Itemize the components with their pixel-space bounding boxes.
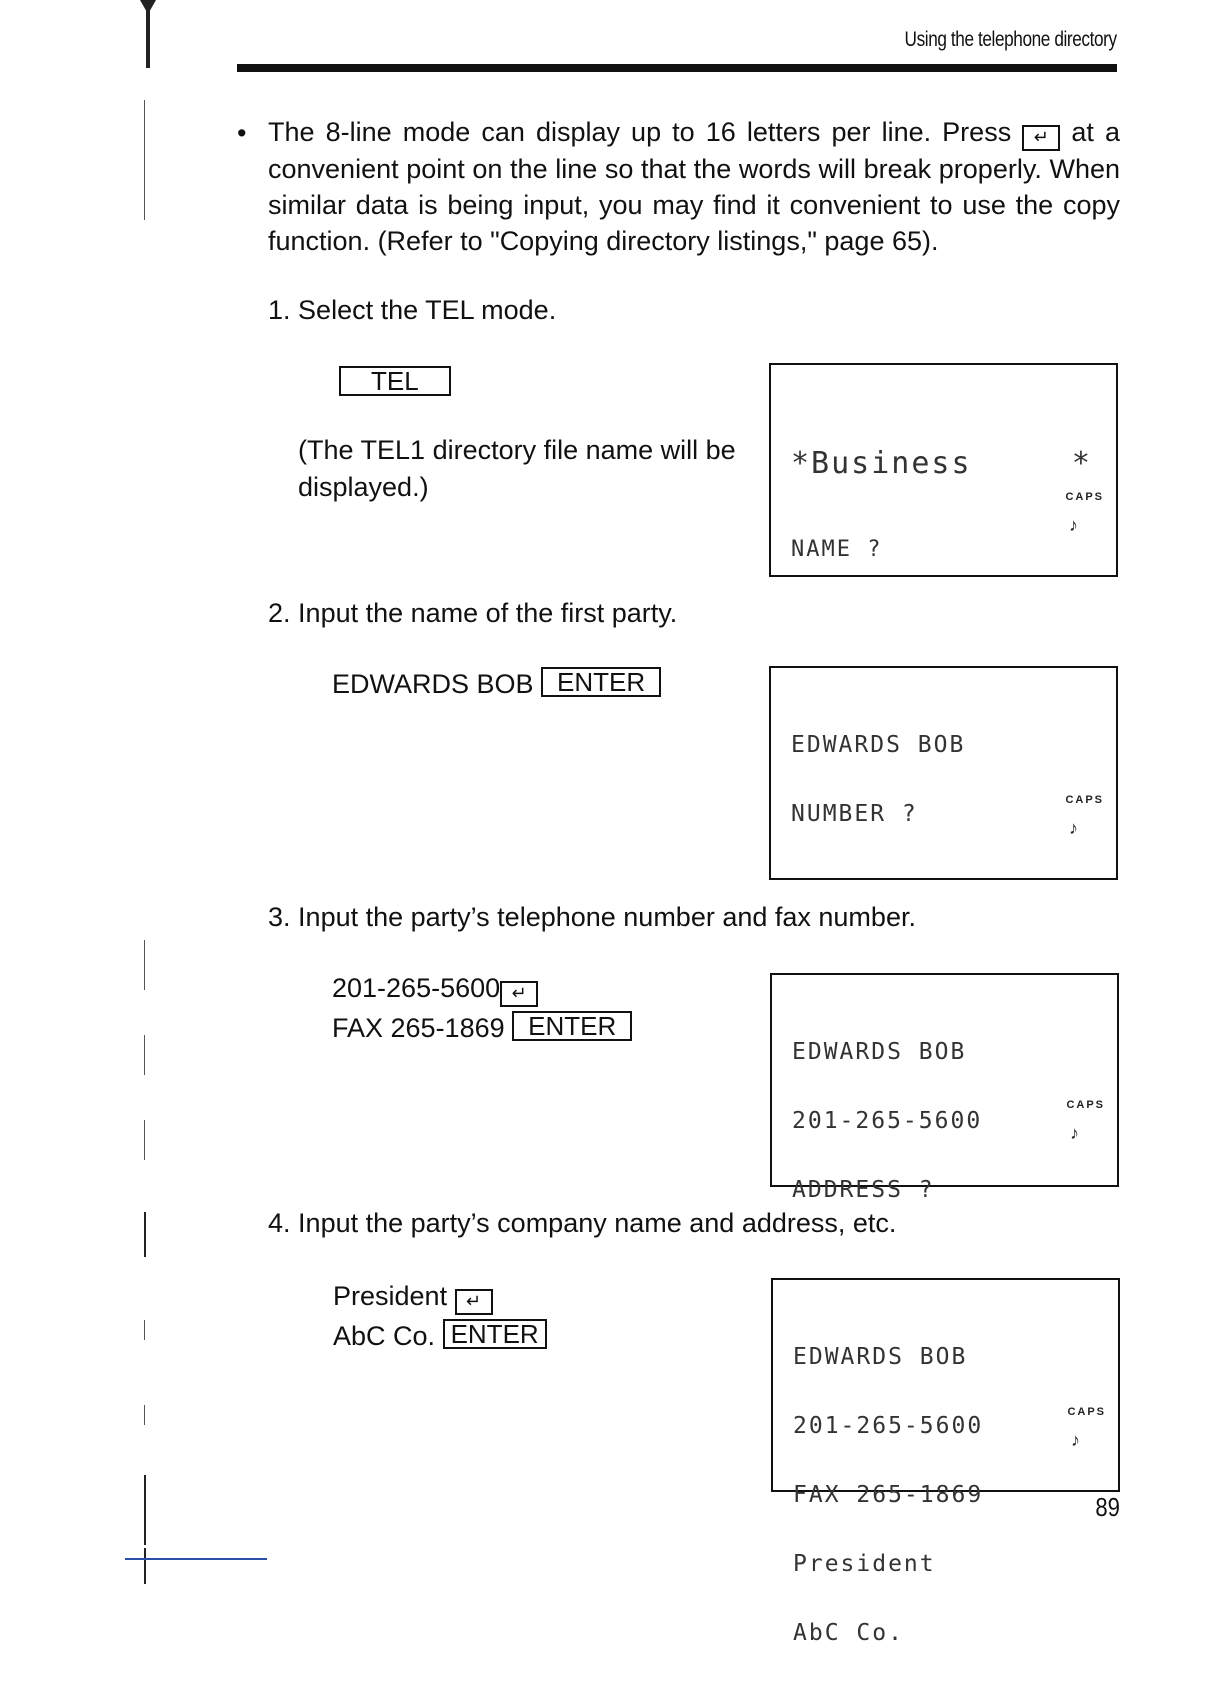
step-title: Select the TEL mode. bbox=[298, 295, 557, 325]
enter-key: ENTER bbox=[512, 1011, 632, 1041]
step-3-input bbox=[332, 968, 632, 1048]
margin-line bbox=[144, 100, 145, 220]
music-note-icon: ♪ bbox=[1069, 515, 1078, 535]
step-4-heading bbox=[268, 1208, 896, 1239]
step-1-heading bbox=[268, 295, 556, 326]
bottom-rule bbox=[125, 1558, 267, 1560]
music-note-icon: ♪ bbox=[1071, 1430, 1080, 1450]
music-note-icon: ♪ bbox=[1070, 1123, 1079, 1143]
step-2-input bbox=[332, 664, 661, 704]
step-2-heading bbox=[268, 598, 677, 629]
lcd-screen-2 bbox=[791, 688, 965, 872]
enter-key: ENTER bbox=[541, 667, 661, 697]
bottom-tick-mark bbox=[144, 1548, 146, 1584]
step-number: 1. bbox=[268, 295, 291, 325]
step-number: 3. bbox=[268, 902, 291, 932]
caps-indicator: CAPS bbox=[1065, 794, 1104, 806]
lcd-line: ADDRESS ? bbox=[792, 1177, 935, 1203]
caps-indicator: CAPS bbox=[1067, 1406, 1106, 1418]
caps-indicator: CAPS bbox=[1065, 491, 1104, 503]
step-number: 2. bbox=[268, 598, 291, 628]
step-3-heading bbox=[268, 902, 916, 933]
bullet: • bbox=[237, 118, 247, 148]
intro-text-after: at a convenient point on the line so that the words will break properly. When similar data is being input, you may find it convenient to use the copy function. (Refer to "Copying directory listings," page 65). bbox=[268, 117, 1120, 256]
lcd-display-3 bbox=[770, 973, 1119, 1203]
lcd-line: EDWARDS BOB bbox=[792, 1039, 967, 1065]
input-line-2 bbox=[332, 1008, 632, 1048]
caps-indicator: CAPS bbox=[1066, 1099, 1105, 1111]
margin-line bbox=[144, 1212, 146, 1257]
input-text: EDWARDS BOB bbox=[332, 669, 534, 699]
intro-paragraph bbox=[268, 114, 1120, 259]
lcd-screen-4 bbox=[793, 1300, 983, 1691]
margin-line bbox=[144, 1475, 146, 1545]
tel-key: TEL bbox=[339, 366, 451, 396]
lcd-line: President bbox=[793, 1551, 936, 1577]
header-rule bbox=[237, 64, 1117, 72]
lcd-line: NUMBER ? bbox=[791, 801, 918, 827]
step-4-input bbox=[333, 1276, 547, 1356]
input-text: FAX 265-1869 bbox=[332, 1013, 505, 1043]
step-title: Input the name of the first party. bbox=[298, 598, 678, 628]
enter-key-icon: ↵ bbox=[500, 981, 538, 1007]
enter-key-icon: ↵ bbox=[455, 1289, 493, 1315]
step-number: 4. bbox=[268, 1208, 291, 1238]
lcd-line: 201-265-5600 bbox=[793, 1413, 984, 1439]
input-line-1 bbox=[333, 1276, 547, 1316]
step-title: Input the party’s telephone number and fax number. bbox=[298, 902, 916, 932]
input-line-2 bbox=[333, 1316, 547, 1356]
input-text: AbC Co. bbox=[333, 1321, 436, 1351]
running-header: Using the telephone directory bbox=[904, 28, 1117, 51]
step-1-key bbox=[339, 366, 451, 397]
corner-mark-stem bbox=[146, 0, 150, 68]
lcd-line: *Business * bbox=[791, 446, 1092, 481]
input-text: President bbox=[333, 1281, 448, 1311]
page-number: 89 bbox=[1095, 1492, 1120, 1522]
lcd-line: NAME ? bbox=[791, 537, 883, 562]
enter-key: ENTER bbox=[443, 1319, 547, 1349]
enter-key-icon: ↵ bbox=[1022, 125, 1060, 151]
lcd-line: AbC Co. bbox=[793, 1620, 904, 1646]
lcd-line: EDWARDS BOB bbox=[791, 732, 966, 758]
lcd-screen-1 bbox=[791, 389, 1092, 621]
step-1-note: (The TEL1 directory file name will be displayed.) bbox=[298, 435, 736, 502]
margin-line bbox=[144, 1035, 145, 1075]
lcd-line: FAX 265-1869 bbox=[793, 1482, 984, 1508]
step-title: Input the party’s company name and address, etc. bbox=[298, 1208, 897, 1238]
margin-line bbox=[144, 940, 145, 990]
intro-text-before: The 8-line mode can display up to 16 letters per line. Press bbox=[268, 117, 1012, 147]
margin-line bbox=[144, 1320, 145, 1340]
input-line-1 bbox=[332, 968, 632, 1008]
lcd-line: EDWARDS BOB bbox=[793, 1344, 968, 1370]
lcd-display-1 bbox=[769, 363, 1118, 577]
margin-line bbox=[144, 1120, 145, 1160]
music-note-icon: ♪ bbox=[1069, 818, 1078, 838]
input-text: 201-265-5600 bbox=[332, 973, 501, 1003]
margin-line bbox=[144, 1405, 145, 1425]
lcd-display-2 bbox=[769, 666, 1118, 880]
lcd-line: 201-265-5600 bbox=[792, 1108, 983, 1134]
